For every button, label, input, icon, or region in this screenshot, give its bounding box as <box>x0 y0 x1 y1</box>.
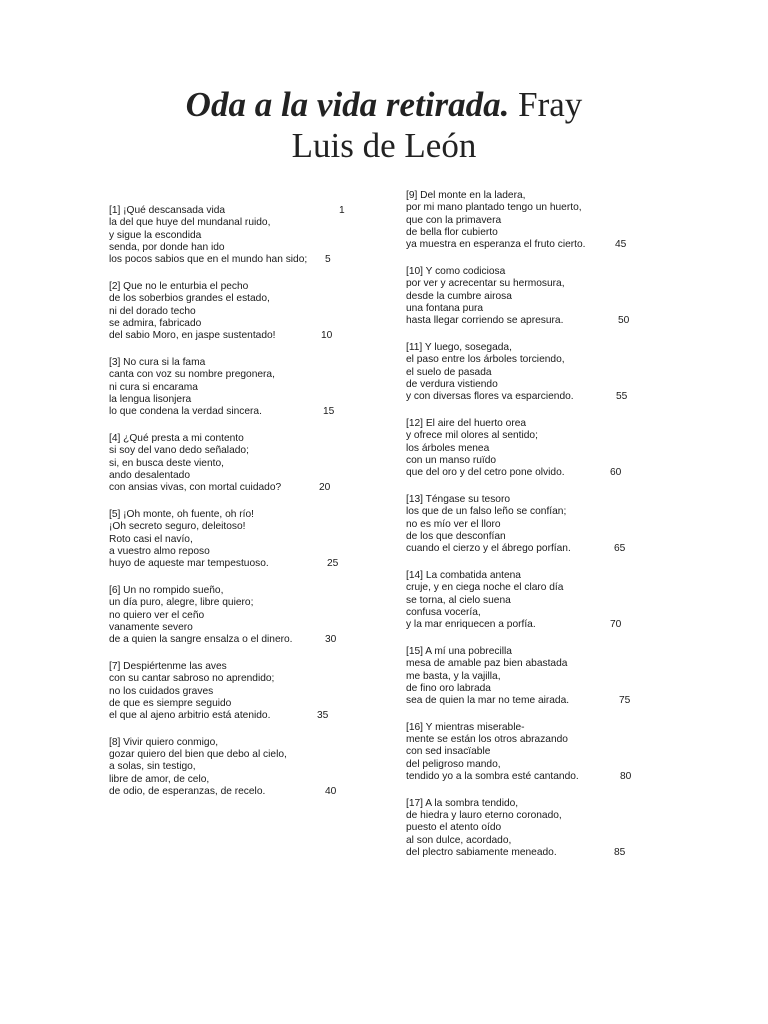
verse-line <box>406 683 656 695</box>
verse-line <box>109 217 369 229</box>
stanza <box>406 798 656 859</box>
verse-text: [6] Un no rompido sueño, <box>109 584 224 596</box>
verse-line <box>109 254 369 266</box>
stanza <box>406 646 656 707</box>
verse-text: [15] A mí una pobrecilla <box>406 645 512 657</box>
stanza <box>406 418 656 479</box>
verse-line <box>406 619 656 631</box>
verse-line <box>406 607 656 619</box>
stanza <box>406 570 656 631</box>
verse-line <box>109 774 369 786</box>
verse-text: de que es siempre seguido <box>109 697 232 709</box>
verse-line <box>109 306 369 318</box>
verse-text: el suelo de pasada <box>406 366 492 378</box>
verse-line <box>406 342 656 354</box>
verse-line <box>406 835 656 847</box>
verse-line <box>109 293 369 305</box>
verse-text: con sed insacïable <box>406 746 491 758</box>
verse-line <box>406 303 656 315</box>
verse-line <box>109 761 369 773</box>
verse-text: los árboles menea <box>406 442 490 454</box>
verse-text: canta con voz su nombre pregonera, <box>109 369 275 381</box>
verse-line <box>406 418 656 430</box>
verse-line <box>406 734 656 746</box>
verse-line <box>109 406 369 418</box>
stanza <box>406 494 656 555</box>
verse-line <box>109 786 369 798</box>
verse-line <box>406 759 656 771</box>
verse-text: me basta, y la vajilla, <box>406 670 501 682</box>
verse-text: confusa vocería, <box>406 606 481 618</box>
verse-line <box>109 281 369 293</box>
verse-line <box>406 531 656 543</box>
verse-line <box>406 278 656 290</box>
line-number: 80 <box>620 771 632 783</box>
verse-line <box>109 509 369 521</box>
verse-text: no quiero ver el ceño <box>109 609 205 621</box>
verse-line <box>109 686 369 698</box>
verse-text: hasta llegar corriendo se apresura. <box>406 315 564 327</box>
verse-line <box>406 543 656 555</box>
verse-text: de fino oro labrada <box>406 682 491 694</box>
line-number: 1 <box>339 205 345 216</box>
verse-line <box>406 354 656 366</box>
verse-text: de hiedra y lauro eterno coronado, <box>406 810 562 822</box>
verse-line <box>109 433 369 445</box>
left-poem-column <box>109 205 369 813</box>
verse-text: a vuestro almo reposo <box>109 545 210 557</box>
verse-text: [9] Del monte en la ladera, <box>406 190 526 201</box>
verse-text: de los que desconfían <box>406 530 506 542</box>
verse-text: que del oro y del cetro pone olvido. <box>406 467 565 479</box>
verse-line <box>406 746 656 758</box>
stanza <box>109 357 369 418</box>
verse-text: la del que huye del mundanal ruido, <box>109 217 271 229</box>
verse-text: mesa de amable paz bien abastada <box>406 658 568 670</box>
verse-line <box>109 737 369 749</box>
verse-text: una fontana pura <box>406 302 484 314</box>
line-number: 30 <box>325 634 337 646</box>
line-number: 65 <box>614 543 626 555</box>
stanza <box>406 722 656 783</box>
verse-text: un día puro, alegre, libre quiero; <box>109 597 254 609</box>
verse-text: y la mar enriquecen a porfía. <box>406 619 536 631</box>
verse-line <box>109 382 369 394</box>
verse-text: y ofrece mil olores al sentido; <box>406 430 538 442</box>
verse-text: si soy del vano dedo señalado; <box>109 445 249 457</box>
verse-line <box>406 582 656 594</box>
verse-line <box>406 190 656 202</box>
verse-text: que con la primavera <box>406 214 502 226</box>
verse-line <box>406 315 656 327</box>
verse-line <box>406 671 656 683</box>
verse-text: [11] Y luego, sosegada, <box>406 341 512 353</box>
verse-text: no es mío ver el lloro <box>406 518 501 530</box>
verse-line <box>109 634 369 646</box>
verse-line <box>109 546 369 558</box>
line-number: 75 <box>619 695 631 707</box>
verse-text: del peligroso mando, <box>406 758 501 770</box>
line-number: 10 <box>321 330 333 342</box>
verse-text: y sigue la escondida <box>109 229 202 241</box>
verse-line <box>406 646 656 658</box>
verse-line <box>109 357 369 369</box>
stanza <box>109 737 369 798</box>
verse-line <box>406 239 656 251</box>
verse-text: los pocos sabios que en el mundo han sido; <box>109 254 308 266</box>
verse-line <box>109 230 369 242</box>
verse-line <box>109 470 369 482</box>
verse-text: sea de quien la mar no teme airada. <box>406 695 570 707</box>
verse-line <box>109 521 369 533</box>
verse-text: el paso entre los árboles torciendo, <box>406 354 565 366</box>
page-title <box>0 84 768 166</box>
verse-text: de a quien la sangre ensalza o el dinero. <box>109 634 293 646</box>
verse-text: ya muestra en esperanza el fruto cierto. <box>406 239 586 251</box>
verse-line <box>406 202 656 214</box>
verse-line <box>109 394 369 406</box>
verse-text: se admira, fabricado <box>109 317 202 329</box>
verse-line <box>406 658 656 670</box>
verse-text: [14] La combatida antena <box>406 569 521 581</box>
stanza <box>109 433 369 494</box>
verse-line <box>406 455 656 467</box>
title-italic: Oda a la vida retirada. <box>185 85 510 124</box>
verse-line <box>109 673 369 685</box>
verse-line <box>406 810 656 822</box>
verse-text: senda, por donde han ido <box>109 241 225 253</box>
verse-text: con ansias vivas, con mortal cuidado? <box>109 482 282 494</box>
verse-line <box>406 595 656 607</box>
verse-text: a solas, sin testigo, <box>109 761 196 773</box>
verse-line <box>109 445 369 457</box>
verse-text: se torna, al cielo suena <box>406 594 511 606</box>
line-number: 20 <box>319 482 331 494</box>
verse-text: [4] ¿Qué presta a mi contento <box>109 432 244 444</box>
verse-line <box>109 661 369 673</box>
line-number: 55 <box>616 391 628 403</box>
verse-text: y con diversas flores va esparciendo. <box>406 391 574 403</box>
verse-text: no los cuidados graves <box>109 685 214 697</box>
stanza <box>109 661 369 722</box>
verse-line <box>406 443 656 455</box>
verse-line <box>109 749 369 761</box>
verse-text: puesto el atento oído <box>406 822 502 834</box>
verse-line <box>109 622 369 634</box>
verse-text: ni cura si encarama <box>109 381 198 393</box>
verse-line <box>109 534 369 546</box>
verse-line <box>406 771 656 783</box>
stanza <box>406 266 656 327</box>
verse-text: de bella flor cubierto <box>406 226 498 238</box>
verse-line <box>109 330 369 342</box>
verse-line <box>109 482 369 494</box>
line-number: 25 <box>327 558 339 570</box>
verse-line <box>406 822 656 834</box>
verse-line <box>406 519 656 531</box>
verse-line <box>406 570 656 582</box>
verse-line <box>109 597 369 609</box>
right-poem-column <box>406 190 656 874</box>
verse-line <box>109 205 369 217</box>
verse-text: [7] Despiértenme las aves <box>109 660 227 672</box>
verse-text: al son dulce, acordado, <box>406 834 512 846</box>
verse-text: gozar quiero del bien que debo al cielo, <box>109 749 287 761</box>
verse-text: [13] Téngase su tesoro <box>406 493 511 505</box>
stanza <box>109 281 369 342</box>
line-number: 85 <box>614 847 626 859</box>
verse-text: [16] Y mientras miserable- <box>406 721 525 733</box>
verse-line <box>406 266 656 278</box>
verse-text: [5] ¡Oh monte, oh fuente, oh río! <box>109 508 254 520</box>
verse-line <box>406 367 656 379</box>
verse-text: por mi mano plantado tengo un huerto, <box>406 202 582 214</box>
verse-text: si, en busca deste viento, <box>109 457 224 469</box>
verse-line <box>406 722 656 734</box>
verse-line <box>406 430 656 442</box>
verse-text: por ver y acrecentar su hermosura, <box>406 278 565 290</box>
line-number: 15 <box>323 406 335 418</box>
verse-line <box>406 391 656 403</box>
verse-line <box>406 215 656 227</box>
verse-line <box>406 467 656 479</box>
verse-text: [2] Que no le enturbia el pecho <box>109 280 249 292</box>
line-number: 5 <box>325 254 331 266</box>
verse-text: el que al ajeno arbitrio está atenido. <box>109 710 271 722</box>
verse-line <box>406 506 656 518</box>
verse-line <box>109 698 369 710</box>
stanza <box>109 205 369 266</box>
verse-line <box>406 798 656 810</box>
verse-text: con un manso ruïdo <box>406 454 497 466</box>
line-number: 70 <box>610 619 622 631</box>
verse-text: desde la cumbre airosa <box>406 290 512 302</box>
verse-text: [1] ¡Qué descansada vida <box>109 205 226 216</box>
title-rest-line2: Luis de León <box>291 126 477 165</box>
verse-text: tendido yo a la sombra esté cantando. <box>406 771 579 783</box>
verse-text: del plectro sabiamente meneado. <box>406 847 557 859</box>
verse-text: mente se están los otros abrazando <box>406 734 568 746</box>
verse-line <box>109 710 369 722</box>
verse-text: ni del dorado techo <box>109 305 196 317</box>
line-number: 50 <box>618 315 630 327</box>
verse-text: [3] No cura si la fama <box>109 356 206 368</box>
verse-text: [8] Vivir quiero conmigo, <box>109 736 219 748</box>
verse-line <box>109 558 369 570</box>
verse-text: los que de un falso leño se confían; <box>406 506 567 518</box>
verse-line <box>406 695 656 707</box>
stanza <box>406 190 656 251</box>
verse-line <box>109 458 369 470</box>
line-number: 60 <box>610 467 622 479</box>
verse-text: [17] A la sombra tendido, <box>406 797 519 809</box>
verse-text: ando desalentado <box>109 469 191 481</box>
verse-line <box>109 585 369 597</box>
verse-line <box>109 610 369 622</box>
verse-text: huyo de aqueste mar tempestuoso. <box>109 558 269 570</box>
line-number: 35 <box>317 710 329 722</box>
verse-text: de verdura vistiendo <box>406 378 498 390</box>
verse-text: la lengua lisonjera <box>109 393 192 405</box>
verse-text: de odio, de esperanzas, de recelo. <box>109 786 266 798</box>
verse-text: de los soberbios grandes el estado, <box>109 293 270 305</box>
verse-text: [12] El aire del huerto orea <box>406 417 527 429</box>
stanza <box>109 585 369 646</box>
verse-text: del sabio Moro, en jaspe sustentado! <box>109 330 276 342</box>
verse-line <box>406 847 656 859</box>
verse-text: Roto casi el navío, <box>109 533 193 545</box>
verse-line <box>406 494 656 506</box>
verse-text: libre de amor, de celo, <box>109 773 210 785</box>
line-number: 40 <box>325 786 337 798</box>
verse-text: lo que condena la verdad sincera. <box>109 406 262 418</box>
title-rest-line1: Fray <box>509 85 583 124</box>
stanza <box>406 342 656 403</box>
verse-line <box>109 318 369 330</box>
stanza <box>109 509 369 570</box>
verse-text: cruje, y en ciega noche el claro día <box>406 582 564 594</box>
verse-line <box>406 227 656 239</box>
verse-line <box>109 242 369 254</box>
verse-line <box>406 291 656 303</box>
verse-text: ¡Oh secreto seguro, deleitoso! <box>109 521 246 533</box>
line-number: 45 <box>615 239 627 251</box>
verse-text: con su cantar sabroso no aprendido; <box>109 673 275 685</box>
verse-text: vanamente severo <box>109 621 193 633</box>
verse-line <box>109 369 369 381</box>
verse-text: cuando el cierzo y el ábrego porfían. <box>406 543 571 555</box>
verse-text: [10] Y como codiciosa <box>406 265 506 277</box>
verse-line <box>406 379 656 391</box>
